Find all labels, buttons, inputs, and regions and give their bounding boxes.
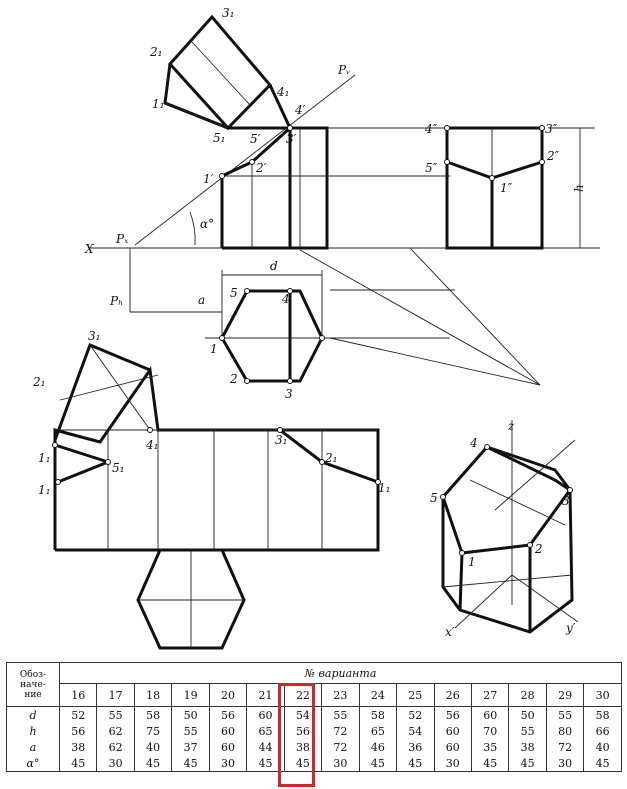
table-cell: 30 [97,755,134,772]
designation-header: Обоз- наче- ние [7,663,60,707]
table-cell: 72 [322,739,359,755]
variant-number-29: 29 [546,684,583,707]
variant-number-28: 28 [509,684,546,707]
table-cell: 75 [134,723,171,739]
variant-table [6,662,622,772]
table-cell: 40 [134,739,171,755]
variant-number-18: 18 [134,684,171,707]
label-pv: Pᵥ [338,63,351,77]
net-label-3-1r: 3₁ [275,433,288,447]
label-top-3: 3 [285,387,293,401]
table-cell: 62 [97,739,134,755]
iso-label-y: y′ [566,621,576,635]
row-symbol: h [7,723,60,739]
table-cell: 60 [209,723,246,739]
table-cell: 55 [97,707,134,724]
label-2p: 2′ [256,161,267,175]
label-3pp: 3″ [545,122,558,136]
table-cell: 45 [60,755,97,772]
table-cell: 56 [209,707,246,724]
table-cell: 45 [397,755,434,772]
table-cell: 56 [284,723,321,739]
label-ph: Pₕ [110,294,124,308]
variant-number-30: 30 [584,684,622,707]
label-1pp: 1″ [500,181,513,195]
variant-number-24: 24 [359,684,396,707]
iso-label-2: 2 [535,542,543,556]
net-label-1-1r: 1₁ [378,481,391,495]
table-cell: 38 [284,739,321,755]
table-cell: 52 [397,707,434,724]
table-cell: 65 [359,723,396,739]
table-cell: 37 [172,739,209,755]
net-label-2-1r: 2₁ [325,451,338,465]
label-a: a [198,293,206,307]
isometric-view [430,419,578,639]
front-view [203,103,450,248]
variant-number-22: 22 [284,684,321,707]
table-cell: 38 [60,739,97,755]
label-2pp: 2″ [547,149,560,163]
net-label-4-1: 4₁ [146,438,159,452]
label-2-1: 2₁ [150,45,163,59]
iso-label-3: 3 [562,494,570,508]
auxiliary-view [149,6,293,145]
table-cell: 45 [359,755,396,772]
table-cell: 30 [209,755,246,772]
net-label-2-1: 2₁ [33,375,46,389]
table-cell: 72 [546,739,583,755]
table-cell: 60 [247,707,284,724]
label-5pp: 5″ [425,161,438,175]
iso-label-1: 1 [468,555,476,569]
variant-number-17: 17 [97,684,134,707]
development-net [32,329,390,648]
top-view [198,259,450,401]
variant-number-25: 25 [397,684,434,707]
label-5-1: 5₁ [213,131,226,145]
table-cell: 65 [247,723,284,739]
table-cell: 50 [509,707,546,724]
table-cell: 62 [97,723,134,739]
alpha-arc [190,212,195,245]
label-5p: 5′ [250,132,261,146]
label-d: d [270,259,278,273]
label-top-5: 5 [230,286,238,300]
table-cell: 55 [546,707,583,724]
net-label-1-1a: 1₁ [38,451,51,465]
front-outline [222,128,327,248]
iso-label-z: z [508,419,515,433]
table-cell: 58 [134,707,171,724]
table-cell: 30 [322,755,359,772]
row-symbol: d [7,707,60,724]
table-cell: 55 [322,707,359,724]
net-label-5-1: 5₁ [112,461,125,475]
table-row [7,755,622,772]
table-cell: 45 [471,755,508,772]
table-row [7,739,622,755]
table-cell: 72 [322,723,359,739]
variant-number-20: 20 [209,684,246,707]
table-cell: 80 [546,723,583,739]
variant-numbers-row [7,684,622,707]
label-3-1: 3₁ [222,6,235,20]
label-4pp: 4″ [425,122,438,136]
table-cell: 55 [509,723,546,739]
table-cell: 40 [584,739,622,755]
label-4-1: 4₁ [277,85,290,99]
table-cell: 38 [509,739,546,755]
table-cell: 50 [172,707,209,724]
table-row [7,723,622,739]
label-px: Pₓ [116,232,129,246]
iso-label-4: 4 [470,436,478,450]
table-cell: 45 [172,755,209,772]
table-cell: 45 [247,755,284,772]
table-cell: 55 [172,723,209,739]
table-row [7,707,622,724]
net-label-3-1: 3₁ [88,329,101,343]
label-1p: 1′ [203,172,214,186]
variant-number-23: 23 [322,684,359,707]
label-top-2: 2 [230,372,238,386]
variant-number-header: № варианта [60,663,622,684]
table-cell: 44 [247,739,284,755]
iso-label-5: 5 [430,491,438,505]
variant-number-26: 26 [434,684,471,707]
table-cell: 54 [284,707,321,724]
table-header-row [7,663,622,684]
label-top-1: 1 [210,342,218,356]
label-alpha: α° [200,217,215,231]
hexagon [222,291,322,381]
table-cell: 60 [209,739,246,755]
side-view [300,122,595,385]
table-cell: 35 [471,739,508,755]
aux-bottom-edge [165,85,290,128]
label-1-1: 1₁ [152,97,165,111]
table-cell: 66 [584,723,622,739]
table-cell: 56 [60,723,97,739]
variant-number-19: 19 [172,684,209,707]
label-3p: 3′ [286,132,297,146]
table-cell: 30 [546,755,583,772]
table-cell: 56 [434,707,471,724]
variant-number-16: 16 [60,684,97,707]
variant-number-27: 27 [471,684,508,707]
variant-number-21: 21 [247,684,284,707]
table-cell: 45 [584,755,622,772]
table-cell: 58 [359,707,396,724]
table-body [7,707,622,772]
net-label-1-1b: 1₁ [38,483,51,497]
table-cell: 60 [471,707,508,724]
row-symbol: a [7,739,60,755]
plane-trace-pv [135,75,355,245]
table-cell: 30 [434,755,471,772]
table-cell: 58 [584,707,622,724]
table-cell: 46 [359,739,396,755]
table-cell: 45 [284,755,321,772]
label-h: h [572,184,586,192]
row-symbol: α° [7,755,60,772]
table-cell: 52 [60,707,97,724]
label-top-4: 4 [282,292,290,306]
table-cell: 54 [397,723,434,739]
label-x: X [85,242,94,256]
label-4p: 4′ [295,103,306,117]
table-cell: 70 [471,723,508,739]
table-cell: 60 [434,739,471,755]
table-cell: 45 [509,755,546,772]
iso-label-x: x′ [445,625,455,639]
table-cell: 36 [397,739,434,755]
table-cell: 45 [134,755,171,772]
table-cell: 60 [434,723,471,739]
